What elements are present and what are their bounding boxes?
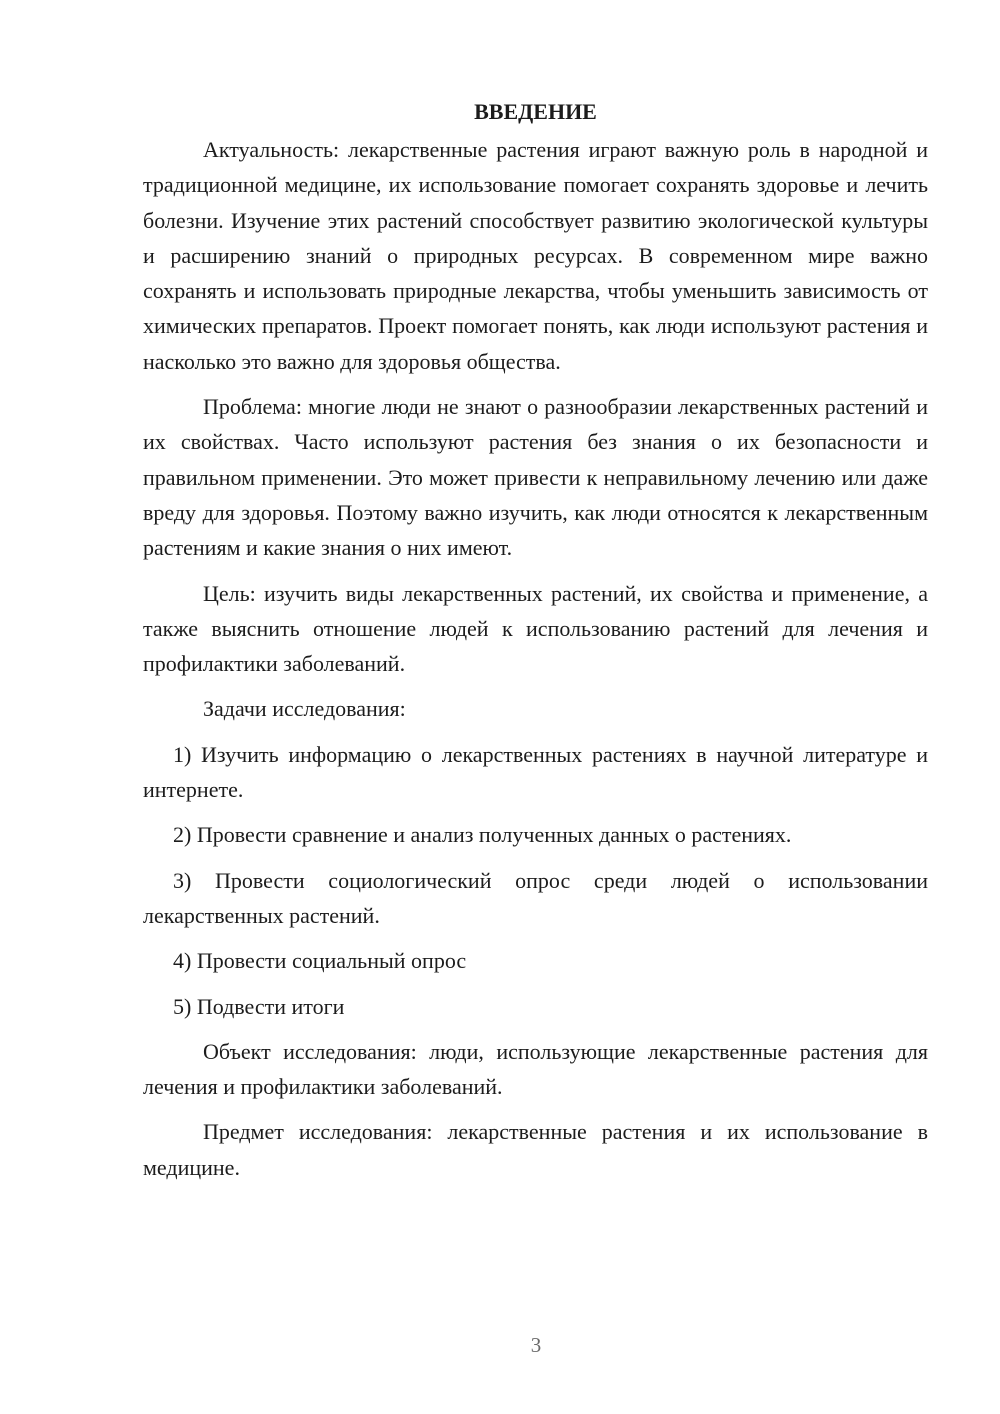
page-title: ВВЕДЕНИЕ: [474, 99, 597, 124]
paragraph-goal: Цель: изучить виды лекарственных растений, их свойства и применение, а также выяснить отношение людей к использованию растений для лечения и профилактики заболеваний.: [143, 580, 928, 677]
tasks-heading: Задачи исследования:: [203, 696, 406, 722]
task-item: 4) Провести социальный опрос: [173, 948, 467, 974]
page-number: 3: [530, 1333, 542, 1357]
paragraph-subject: Предмет исследования: лекарственные растения и их использование в медицине.: [143, 1119, 928, 1180]
task-item: 1) Изучить информацию о лекарственных растениях в научной литературе и интернете.: [143, 741, 928, 803]
task-item: 3) Провести социологический опрос среди людей о использовании лекарственных растений.: [143, 867, 928, 928]
task-item: 2) Провести сравнение и анализ полученных данных о растениях.: [173, 822, 792, 848]
paragraph-object: Объект исследования: люди, использующие лекарственные растения для лечения и профилактики заболеваний.: [143, 1038, 928, 1100]
paragraph-problem: Проблема: многие люди не знают о разнообразии лекарственных растений и их свойствах. Часто используют растения без знания о их безопасности и правильном применении. Это может привести к неправильному лечению или даже вреду для здоровья. Поэтому важно изучить, как люди относятся к лекарственным растениям и какие знания о них имеют.: [143, 394, 928, 561]
task-item: 5) Подвести итоги: [173, 993, 345, 1019]
paragraph-relevance: Актуальность: лекарственные растения играют важную роль в народной и традиционной медицине, их использование помогает сохранять здоровье и лечить болезни. Изучение этих растений способствует развитию экологической культуры и расширению знаний о природных ресурсах. В современном мире важно сохранять и использовать природные лекарства, чтобы уменьшить зависимость от химических препаратов. Проект помогает понять, как люди используют растения и насколько это важно для здоровья общества.: [143, 137, 928, 374]
document-page: [143, 94, 928, 1195]
